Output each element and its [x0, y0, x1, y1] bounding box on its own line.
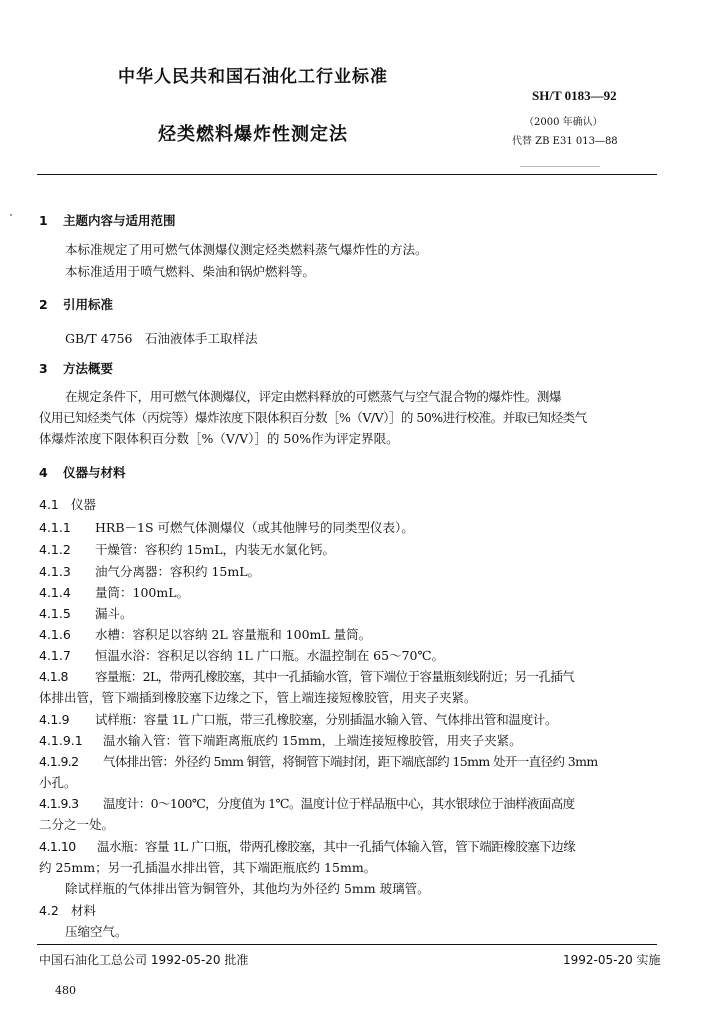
clause-number: 4.1.9.2	[39, 754, 79, 769]
clause-text: 试样瓶：容量 1L 广口瓶，带三孔橡胶塞，分别插温水输入管、气体排出管和温度计。	[95, 712, 558, 727]
clause-item	[39, 901, 96, 919]
clause-item	[39, 667, 574, 685]
section-heading-2	[39, 295, 113, 313]
section-number: 4	[39, 465, 48, 480]
clause-continuation: 小孔。	[39, 775, 77, 790]
section-title: 主题内容与适用范围	[63, 213, 176, 228]
standard-code: SH/T 0183—92	[532, 88, 617, 103]
confirmation-note: （2000 年确认）	[524, 117, 603, 128]
clause-number: 4.1	[39, 497, 59, 512]
clause-number: 4.1.10	[39, 839, 76, 854]
section-number: 1	[39, 213, 48, 228]
paragraph-line: 仪用已知烃类气体（丙烷等）爆炸浓度下限体积百分数［%（V/V）］的 50%进行校准。并取已知烃类气	[39, 410, 587, 425]
clause-item	[39, 604, 133, 622]
clause-text: 水槽：容积足以容纳 2L 容量瓶和 100mL 量筒。	[95, 627, 372, 642]
clause-number: 4.1.9.3	[39, 796, 79, 811]
header-sub-rule	[520, 166, 600, 167]
clause-item	[39, 518, 414, 536]
clause-number: 4.1.2	[39, 542, 71, 557]
footer-rule	[37, 944, 657, 945]
clause-number: 4.1.8	[39, 669, 68, 684]
section-title: 引用标准	[63, 297, 114, 312]
clause-item	[39, 583, 189, 601]
section-heading-4	[39, 463, 126, 481]
clause-item	[39, 752, 598, 770]
clause-item	[39, 540, 335, 558]
clause-text: 干燥管：容积约 15mL，内装无水氯化钙。	[95, 542, 336, 557]
clause-item	[39, 646, 444, 664]
section-title: 方法概要	[63, 361, 114, 376]
section-heading-1	[39, 211, 176, 229]
replaces-note: 代替 ZB E31 013—88	[512, 136, 618, 147]
clause-text: 仪器	[71, 497, 97, 512]
section-number: 3	[39, 361, 48, 376]
clause-item	[39, 731, 522, 749]
section-number: 2	[39, 297, 48, 312]
reference-item: GB/T 4756 石油液体手工取样法	[65, 331, 258, 346]
clause-item	[39, 837, 575, 855]
header-rule	[37, 174, 657, 175]
document-title: 烃类燃料爆炸性测定法	[158, 124, 348, 145]
clause-text: 气体排出管：外径约 5mm 铜管，将铜管下端封闭，距下端底部约 15mm 处开一直径约 3mm	[103, 754, 598, 769]
clause-item	[39, 710, 557, 728]
clause-text: HRB－1S 可燃气体测爆仪（或其他牌号的同类型仪表）。	[95, 520, 414, 535]
clause-text: 恒温水浴：容积足以容纳 1L 广口瓶。水温控制在 65～70℃。	[95, 648, 444, 663]
clause-text: 压缩空气。	[65, 924, 128, 939]
clause-number: 4.1.9.1	[39, 733, 83, 748]
clause-item	[39, 495, 96, 513]
clause-item	[39, 625, 371, 643]
clause-text: 量筒：100mL。	[95, 585, 190, 600]
clause-item	[39, 562, 260, 580]
clause-number: 4.1.6	[39, 627, 71, 642]
scan-speck	[10, 214, 12, 216]
clause-text: 温水瓶：容量 1L 广口瓶，带两孔橡胶塞，其中一孔插气体输入管，管下端距橡胶塞下边缘	[97, 839, 576, 854]
clause-number: 4.1.7	[39, 648, 71, 663]
issuing-organization: 中华人民共和国石油化工行业标准	[118, 67, 388, 87]
clause-note: 除试样瓶的气体排出管为铜管外，其他均为外径约 5mm 玻璃管。	[65, 881, 430, 896]
clause-text: 容量瓶：2L，带两孔橡胶塞，其中一孔插输水管，管下端位于容量瓶刻线附近；另一孔插气	[95, 669, 575, 684]
effective-date: 1992-05-20 实施	[563, 953, 661, 967]
paragraph-line: 在规定条件下，用可燃气体测爆仪，评定由燃料释放的可燃蒸气与空气混合物的爆炸性。测爆	[65, 389, 562, 404]
clause-number: 4.1.1	[39, 520, 71, 535]
clause-text: 材料	[71, 903, 97, 918]
clause-number: 4.2	[39, 903, 59, 918]
clause-continuation: 体排出管，管下端插到橡胶塞下边缘之下，管上端连接短橡胶管，用夹子夹紧。	[39, 690, 477, 705]
clause-text: 温度计：0～100℃，分度值为 1℃。温度计位于样品瓶中心，其水银球位于油样液面高度	[103, 796, 575, 811]
section-title: 仪器与材料	[63, 465, 126, 480]
paragraph: 本标准规定了用可燃气体测爆仪测定烃类燃料蒸气爆炸性的方法。	[65, 242, 428, 257]
clause-text: 温水输入管：管下端距离瓶底约 15mm，上端连接短橡胶管，用夹子夹紧。	[103, 733, 522, 748]
clause-continuation: 约 25mm；另一孔插温水排出管，其下端距瓶底约 15mm。	[39, 860, 377, 875]
clause-continuation: 二分之一处。	[39, 817, 115, 832]
clause-number: 4.1.3	[39, 564, 71, 579]
approval-note: 中国石油化工总公司 1992-05-20 批准	[39, 953, 249, 967]
section-heading-3	[39, 359, 113, 377]
clause-number: 4.1.5	[39, 606, 71, 621]
clause-text: 漏斗。	[95, 606, 133, 621]
clause-text: 油气分离器：容积约 15mL。	[95, 564, 261, 579]
page-number: 480	[55, 984, 76, 997]
clause-number: 4.1.9	[39, 712, 70, 727]
paragraph: 本标准适用于喷气燃料、柴油和锅炉燃料等。	[65, 264, 316, 279]
clause-number: 4.1.4	[39, 585, 71, 600]
paragraph-line: 体爆炸浓度下限体积百分数［%（V/V）］的 50%作为评定界限。	[39, 431, 399, 446]
clause-item	[39, 794, 575, 812]
